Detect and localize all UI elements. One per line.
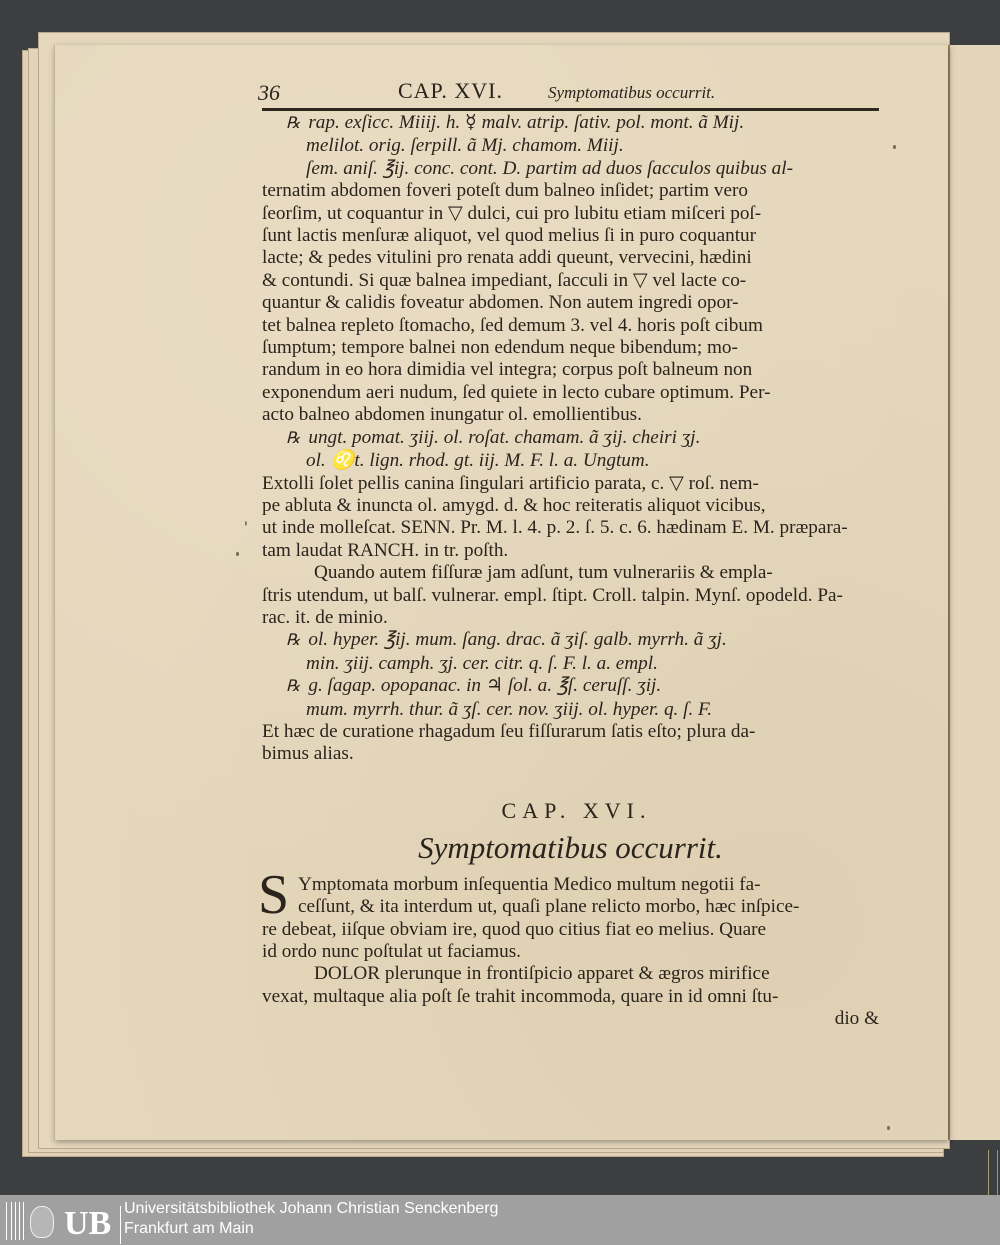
- running-head-title: Symptomatibus occurrit.: [548, 83, 716, 102]
- text-line: [262, 941, 879, 963]
- line-text: ol. hyper. ℥ij. mum. ſang. drac. ã ʒiſ. galb. myrrh. ã ʒj.: [308, 629, 727, 651]
- chapter-text: [262, 874, 879, 1031]
- line-text: id ordo nunc poſtulat ut faciamus.: [262, 941, 521, 962]
- text-line: [262, 874, 879, 896]
- recipe-line: [262, 158, 879, 180]
- text-line: [262, 986, 879, 1008]
- text-line: [262, 562, 879, 584]
- line-text: ungt. pomat. ʒiij. ol. roſat. chamam. ã ʒij. cheiri ʒj.: [308, 426, 701, 448]
- text-line: [262, 607, 879, 629]
- line-text: rap. exſicc. Miiij. h. ☿ malv. atrip. ſativ. pol. mont. ã Mij.: [308, 112, 745, 133]
- text-line: [262, 721, 879, 743]
- recipe-line: [262, 135, 879, 157]
- line-text: exponendum aeri nudum, ſed quiete in lecto cubare optimum. Per-: [262, 381, 771, 403]
- recipe-symbol-icon: ℞: [286, 632, 301, 650]
- body-text: [262, 112, 879, 766]
- line-text: quantur & calidis foveatur abdomen. Non autem ingredi opor-: [262, 292, 739, 314]
- line-text: Et hæc de curatione rhagadum ſeu fiſſurarum ſatis eſto; plura da-: [262, 720, 756, 742]
- line-text: vexat, multaque alia poſt ſe trahit incommoda, quare in id omni ſtu-: [262, 985, 779, 1007]
- line-text: randum in eo hora dimidia vel integra; corpus poſt balneum non: [262, 359, 753, 381]
- chapter-number: CAP. XVI.: [501, 797, 652, 823]
- recipe-line: [262, 629, 879, 652]
- recipe-line: [262, 427, 879, 450]
- footer-bar: [0, 1195, 1000, 1245]
- binding-thread: [988, 1150, 998, 1195]
- page-number: 36: [258, 80, 280, 105]
- line-text: ceſſunt, & ita interdum ut, quaſi plane relicto morbo, hæc inſpice-: [298, 896, 800, 918]
- chapter-heading: [262, 798, 879, 866]
- text-line: [262, 963, 879, 985]
- line-text: dio &: [834, 1008, 879, 1030]
- text-line: [262, 247, 879, 269]
- logo-divider: [120, 1206, 121, 1244]
- text-line: [262, 517, 879, 539]
- line-text: ſeorſim, ut coquantur in ▽ dulci, cui pro lubitu etiam miſceri poſ-: [262, 202, 762, 224]
- text-line: [262, 896, 879, 918]
- line-text: Quando autem fiſſuræ jam adſunt, tum vulnerariis & empla-: [314, 562, 773, 584]
- line-text: ternatim abdomen foveri poteſt dum balneo inſidet; partim vero: [262, 180, 748, 202]
- text-line: [262, 1008, 879, 1030]
- recipe-symbol-icon: ℞: [286, 429, 301, 447]
- text-line: [262, 919, 879, 941]
- line-text: & contundi. Si quæ balnea impediant, ſacculi in ▽ vel lacte co-: [262, 269, 747, 291]
- recipe-symbol-icon: ℞: [286, 115, 301, 132]
- text-line: [262, 292, 879, 314]
- text-line: [262, 270, 879, 292]
- recipe-line: [262, 112, 879, 135]
- line-text: ſem. aniſ. ℥ij. conc. cont. D. partim ad duos ſacculos quibus al-: [306, 157, 793, 179]
- text-line: [262, 540, 879, 562]
- paper-stain: [887, 1126, 890, 1130]
- line-text: ſunt lactis menſuræ aliquot, vel quod melius ſi in puro coquantur: [262, 225, 757, 247]
- recipe-line: [262, 653, 879, 675]
- line-text: acto balneo abdomen inungatur ol. emollientibus.: [262, 404, 642, 426]
- line-text: Ymptomata morbum inſequentia Medico multum negotii fa-: [298, 873, 761, 895]
- text-line: [262, 382, 879, 404]
- text-line: [262, 225, 879, 247]
- margin-mark: ': [244, 520, 248, 536]
- portrait-icon: [30, 1206, 54, 1238]
- chapter-title: Symptomatibus occurrit.: [418, 829, 723, 865]
- text-line: [262, 473, 879, 495]
- line-text: ol. ♌t. lign. rhod. gt. iij. M. F. l. a. Ungtum.: [306, 450, 650, 472]
- line-text: mum. myrrh. thur. ã ʒſ. cer. nov. ʒiij. ol. hyper. q. ſ. F.: [306, 698, 713, 720]
- line-text: lacte; & pedes vitulini pro renata addi queunt, vervecini, hædini: [262, 247, 752, 269]
- text-line: [262, 203, 879, 225]
- running-head-chapter: CAP. XVI.: [398, 78, 503, 103]
- recipe-symbol-icon: ℞: [286, 678, 301, 696]
- institution-name: Universitätsbibliothek Johann Christian Senckenberg: [124, 1200, 499, 1217]
- logo-text: UB: [64, 1205, 112, 1242]
- chapter-body: [258, 863, 879, 1031]
- institution-location: Frankfurt am Main: [124, 1220, 254, 1237]
- text-line: [262, 743, 879, 765]
- line-text: ſumptum; tempore balnei non edendum neque bibendum; mo-: [262, 337, 738, 359]
- line-text: bimus alias.: [262, 743, 354, 765]
- running-head: [258, 78, 879, 106]
- line-text: tet balnea repleto ſtomacho, ſed demum 3. vel 4. horis poſt cibum: [262, 314, 763, 336]
- text-line: [262, 585, 879, 607]
- text-line: [262, 337, 879, 359]
- head-rule: [262, 108, 879, 111]
- line-text: ſtris utendum, ut balſ. vulnerar. empl. ſtipt. Croll. talpin. Mynſ. opodeld. Pa-: [262, 584, 843, 606]
- recipe-line: [262, 675, 879, 698]
- drop-cap: S: [258, 863, 290, 926]
- line-text: DOLOR plerunque in frontiſpicio apparet & ægros mirifice: [314, 963, 770, 985]
- recipe-line: [262, 450, 879, 472]
- text-line: [262, 495, 879, 517]
- pillars-icon: [6, 1202, 25, 1240]
- text-line: [262, 404, 879, 426]
- line-text: rac. it. de minio.: [262, 606, 388, 628]
- line-text: ut inde molleſcat. SENN. Pr. M. l. 4. p. 2. ſ. 5. c. 6. hædinam E. M. præpara-: [262, 517, 848, 539]
- recipe-line: [262, 699, 879, 721]
- paper-stain: [236, 552, 239, 556]
- facing-page-edge: [948, 45, 1000, 1140]
- library-logo[interactable]: [6, 1200, 116, 1242]
- line-text: tam laudat RANCH. in tr. poſth.: [262, 539, 509, 561]
- text-column: [258, 78, 879, 1031]
- text-line: [262, 180, 879, 202]
- line-text: melilot. orig. ſerpill. ã Mj. chamom. Miij.: [306, 135, 624, 157]
- line-text: min. ʒiij. camph. ʒj. cer. citr. q. ſ. F. l. a. empl.: [306, 652, 658, 674]
- line-text: re debeat, iiſque obviam ire, quod quo citius fiat eo melius. Quare: [262, 918, 767, 940]
- paper-stain: [893, 145, 896, 149]
- text-line: [262, 359, 879, 381]
- line-text: Extolli ſolet pellis canina ſingulari artificio parata, c. ▽ roſ. nem-: [262, 472, 759, 494]
- text-line: [262, 315, 879, 337]
- line-text: g. ſagap. opopanac. in ♃ ſol. a. ℥ſ. ceruſſ. ʒij.: [308, 675, 662, 697]
- line-text: pe abluta & inuncta ol. amygd. d. & hoc reiteratis aliquot vicibus,: [262, 494, 766, 516]
